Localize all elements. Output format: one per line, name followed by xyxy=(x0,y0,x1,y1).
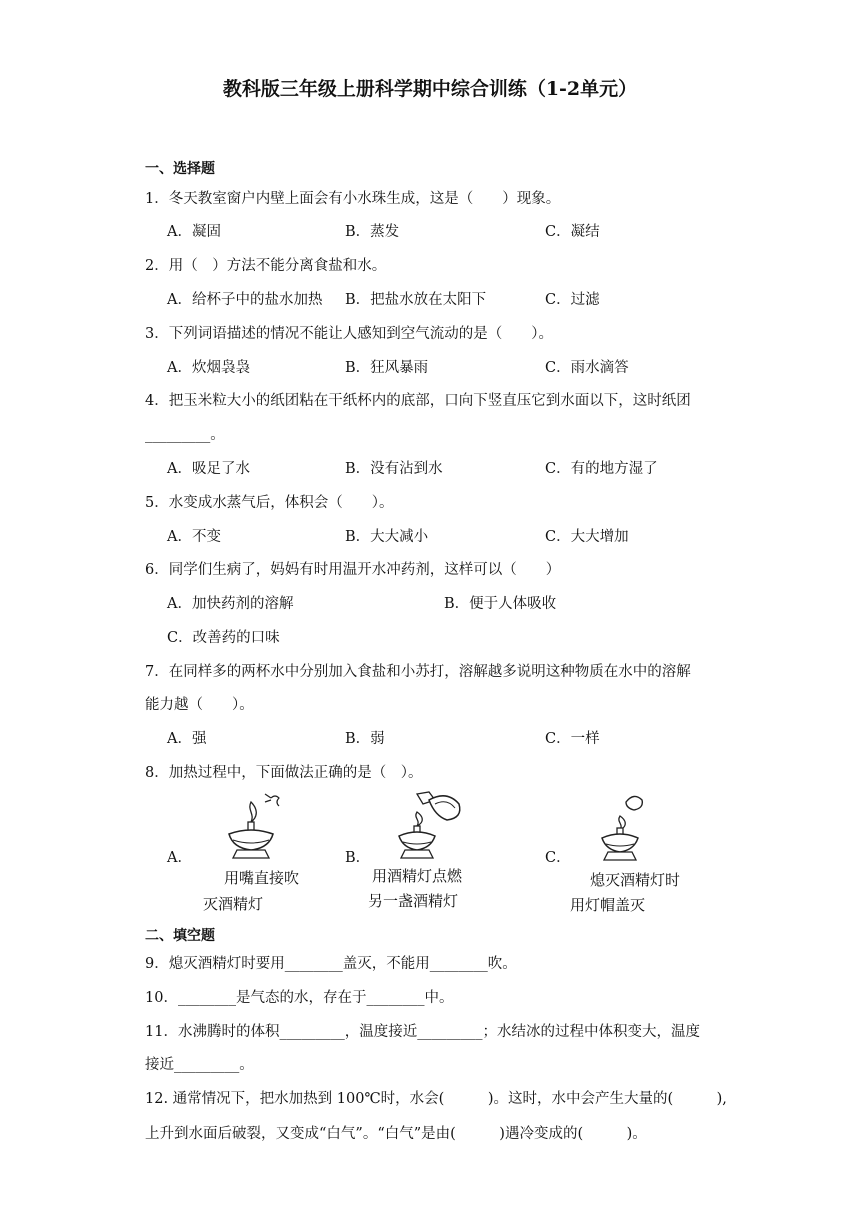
question-2-option-a: A．给杯子中的盐水加热 xyxy=(167,292,323,308)
alcohol-lamp-icon xyxy=(395,790,485,862)
page-title: 教科版三年级上册科学期中综合训练（1-2单元） xyxy=(222,78,638,100)
question-8-option-c: C． xyxy=(545,850,571,866)
question-7-stem: 7．在同样多的两杯水中分别加入食盐和小苏打，溶解越多说明这种物质在水中的溶解 xyxy=(145,664,691,680)
question-7-option-c: C．一样 xyxy=(545,731,600,747)
question-2-option-c: C．过滤 xyxy=(545,292,600,308)
question-3-option-c: C．雨水滴答 xyxy=(545,360,629,376)
question-7-option-a: A．强 xyxy=(167,731,207,747)
question-10: 10．________是气态的水，存在于________中。 xyxy=(145,990,454,1006)
question-2-option-b: B．把盐水放在太阳下 xyxy=(345,292,487,308)
question-6-option-b: B．便于人体吸收 xyxy=(444,596,557,612)
figure-a-caption-2: 灭酒精灯 xyxy=(203,895,264,913)
question-5-stem: 5．水变成水蒸气后，体积会（ ）。 xyxy=(145,495,394,511)
section-heading-choice: 一、选择题 xyxy=(145,161,215,177)
question-7-option-b: B．弱 xyxy=(345,731,385,747)
alcohol-lamp-icon xyxy=(600,790,680,862)
figure-b-lighting-lamp xyxy=(395,790,485,862)
figure-b-caption-1: 用酒精灯点燃 xyxy=(372,867,463,885)
question-8-option-b: B． xyxy=(345,850,371,866)
question-5-option-c: C．大大增加 xyxy=(545,529,629,545)
question-4-option-a: A．吸足了水 xyxy=(167,461,250,477)
figure-a-blowing-lamp xyxy=(215,790,325,862)
section-heading-fill: 二、填空题 xyxy=(145,928,215,944)
question-8-stem: 8．加热过程中，下面做法正确的是（ ）。 xyxy=(145,765,423,781)
question-5-option-b: B．大大减小 xyxy=(345,529,429,545)
figure-c-cap-lamp xyxy=(600,790,680,862)
question-12-line-1: 12. 通常情况下，把水加热到 100℃时，水会( )。这时，水中会产生大量的( ), xyxy=(145,1091,727,1107)
question-4-option-c: C．有的地方湿了 xyxy=(545,461,658,477)
question-6-stem: 6．同学们生病了，妈妈有时用温开水冲药剂，这样可以（ ） xyxy=(145,562,561,578)
alcohol-lamp-icon xyxy=(215,790,325,862)
question-4-blank: _________。 xyxy=(145,427,225,443)
figure-c-caption-1: 熄灭酒精灯时 xyxy=(590,871,681,889)
question-8-option-a: A． xyxy=(167,850,192,866)
question-3-option-a: A．炊烟袅袅 xyxy=(167,360,250,376)
question-6-option-a: A．加快药剂的溶解 xyxy=(167,596,294,612)
question-1-option-b: B．蒸发 xyxy=(345,224,400,240)
question-6-option-c: C．改善药的口味 xyxy=(167,630,280,646)
figure-a-caption-1: 用嘴直接吹 xyxy=(224,869,300,887)
question-1-option-a: A．凝固 xyxy=(167,224,221,240)
question-3-option-b: B．狂风暴雨 xyxy=(345,360,429,376)
figure-b-caption-2: 另一盏酒精灯 xyxy=(368,892,459,910)
question-3-stem: 3．下列词语描述的情况不能让人感知到空气流动的是（ ）。 xyxy=(145,326,553,342)
question-1-option-c: C．凝结 xyxy=(545,224,600,240)
question-5-option-a: A．不变 xyxy=(167,529,221,545)
question-9: 9．熄灭酒精灯时要用________盖灭，不能用________吹。 xyxy=(145,956,517,972)
question-12-line-2: 上升到水面后破裂，又变成“白气”。“白气”是由( )遇冷变成的( )。 xyxy=(145,1126,647,1142)
question-2-stem: 2．用（ ）方法不能分离食盐和水。 xyxy=(145,258,387,274)
question-4-option-b: B．没有沾到水 xyxy=(345,461,443,477)
question-11-line-1: 11．水沸腾时的体积_________，温度接近_________；水结冰的过程中体积变大，温度 xyxy=(145,1024,700,1040)
figure-c-caption-2: 用灯帽盖灭 xyxy=(570,896,646,914)
question-11-line-2: 接近_________。 xyxy=(145,1057,254,1073)
question-4-stem: 4．把玉米粒大小的纸团粘在干纸杯内的底部，口向下竖直压它到水面以下，这时纸团 xyxy=(145,393,691,409)
question-7-stem-cont: 能力越（ ）。 xyxy=(145,697,254,713)
question-1-stem: 1．冬天教室窗户内壁上面会有小水珠生成，这是（ ）现象。 xyxy=(145,191,561,207)
